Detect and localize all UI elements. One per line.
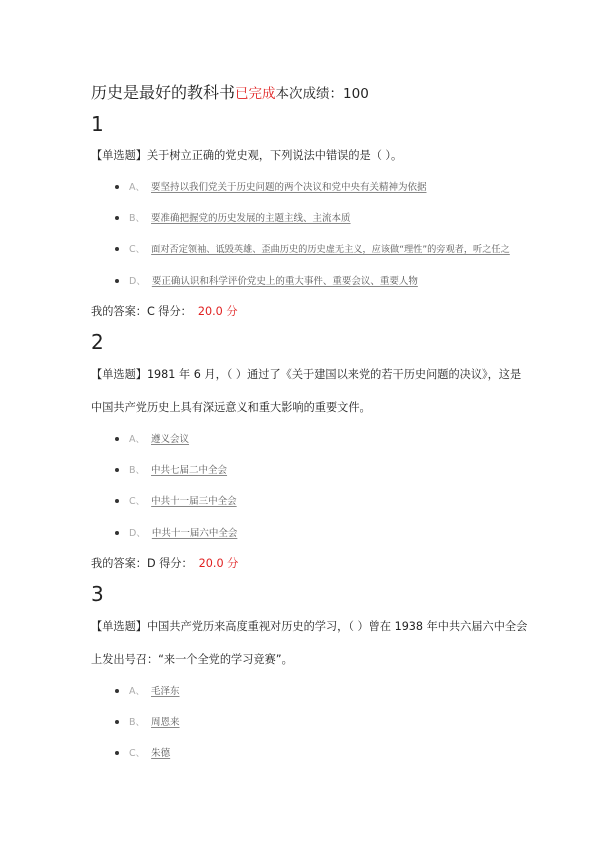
question-stem: 【单选题】中国共产党历来高度重视对历史的学习，（ ）曾在 1938 年中共六届六中全会 xyxy=(91,620,528,633)
question-number: 2 xyxy=(91,330,104,354)
bullet-icon xyxy=(115,531,119,535)
option-letter: D、 xyxy=(129,276,146,287)
option-item[interactable] xyxy=(115,210,351,224)
option-item[interactable] xyxy=(115,714,180,728)
option-text[interactable]: 遵义会议 xyxy=(151,434,190,445)
score-text: 本次成绩：100 xyxy=(275,86,369,102)
answer-label: 我的答案：C 得分： xyxy=(91,305,192,318)
bullet-icon xyxy=(115,247,119,251)
option-letter: A、 xyxy=(129,686,145,697)
bullet-icon xyxy=(115,751,119,755)
option-letter: C、 xyxy=(129,244,146,255)
option-item[interactable] xyxy=(115,179,427,193)
my-answer xyxy=(91,303,238,319)
option-item[interactable] xyxy=(115,745,170,759)
option-text[interactable]: 要正确认识和科学评价党史上的重大事件、重要会议、重要人物 xyxy=(151,276,418,287)
points-value: 20.0 分 xyxy=(197,305,238,318)
answer-label: 我的答案：D 得分： xyxy=(91,557,193,570)
option-item[interactable] xyxy=(115,493,237,507)
option-item[interactable] xyxy=(115,241,510,255)
bullet-icon xyxy=(115,499,119,503)
option-text[interactable]: 要坚持以我们党关于历史问题的两个决议和党中央有关精神为依据 xyxy=(151,182,427,193)
status-badge: 已完成 xyxy=(235,86,276,102)
bullet-icon xyxy=(115,468,119,472)
question-number: 1 xyxy=(91,112,104,136)
option-letter: B、 xyxy=(129,213,146,224)
points-value: 20.0 分 xyxy=(198,557,239,570)
option-text[interactable]: 中共七届二中全会 xyxy=(151,465,228,476)
page-title xyxy=(91,80,369,103)
question-stem: 【单选题】1981 年 6 月，（ ）通过了《关于建国以来党的若干历史问题的决议》，这是 xyxy=(91,368,522,381)
option-letter: D、 xyxy=(129,528,146,539)
bullet-icon xyxy=(115,689,119,693)
bullet-icon xyxy=(115,720,119,724)
option-text[interactable]: 要准确把握党的历史发展的主题主线、主流本质 xyxy=(151,213,351,224)
option-letter: A、 xyxy=(129,182,145,193)
option-letter: B、 xyxy=(129,717,146,728)
option-text[interactable]: 中共十一届三中全会 xyxy=(151,496,237,507)
question-stem: 【单选题】关于树立正确的党史观，下列说法中错误的是（ ）。 xyxy=(91,149,403,162)
bullet-icon xyxy=(115,437,119,441)
option-letter: C、 xyxy=(129,496,146,507)
my-answer xyxy=(91,555,238,571)
option-item[interactable] xyxy=(115,683,180,697)
option-item[interactable] xyxy=(115,273,418,287)
option-letter: B、 xyxy=(129,465,146,476)
course-title: 历史是最好的教科书 xyxy=(91,83,236,102)
option-text[interactable]: 朱德 xyxy=(151,748,171,759)
bullet-icon xyxy=(115,216,119,220)
question-number: 3 xyxy=(91,582,104,606)
option-text[interactable]: 面对否定领袖、诋毁英雄、歪曲历史的历史虚无主义，应该做“理性”的旁观者，听之任之 xyxy=(151,244,510,255)
option-text[interactable]: 中共十一届六中全会 xyxy=(151,528,238,539)
option-letter: A、 xyxy=(129,434,145,445)
option-item[interactable] xyxy=(115,525,237,539)
bullet-icon xyxy=(115,185,119,189)
option-item[interactable] xyxy=(115,431,189,445)
option-text[interactable]: 周恩来 xyxy=(151,717,180,728)
option-item[interactable] xyxy=(115,462,227,476)
question-stem-continued: 上发出号召：“来一个全党的学习竞赛”。 xyxy=(91,653,293,666)
option-text[interactable]: 毛泽东 xyxy=(151,686,180,697)
question-stem-continued: 中国共产党历史上具有深远意义和重大影响的重要文件。 xyxy=(91,401,371,414)
option-letter: C、 xyxy=(129,748,146,759)
bullet-icon xyxy=(115,279,119,283)
